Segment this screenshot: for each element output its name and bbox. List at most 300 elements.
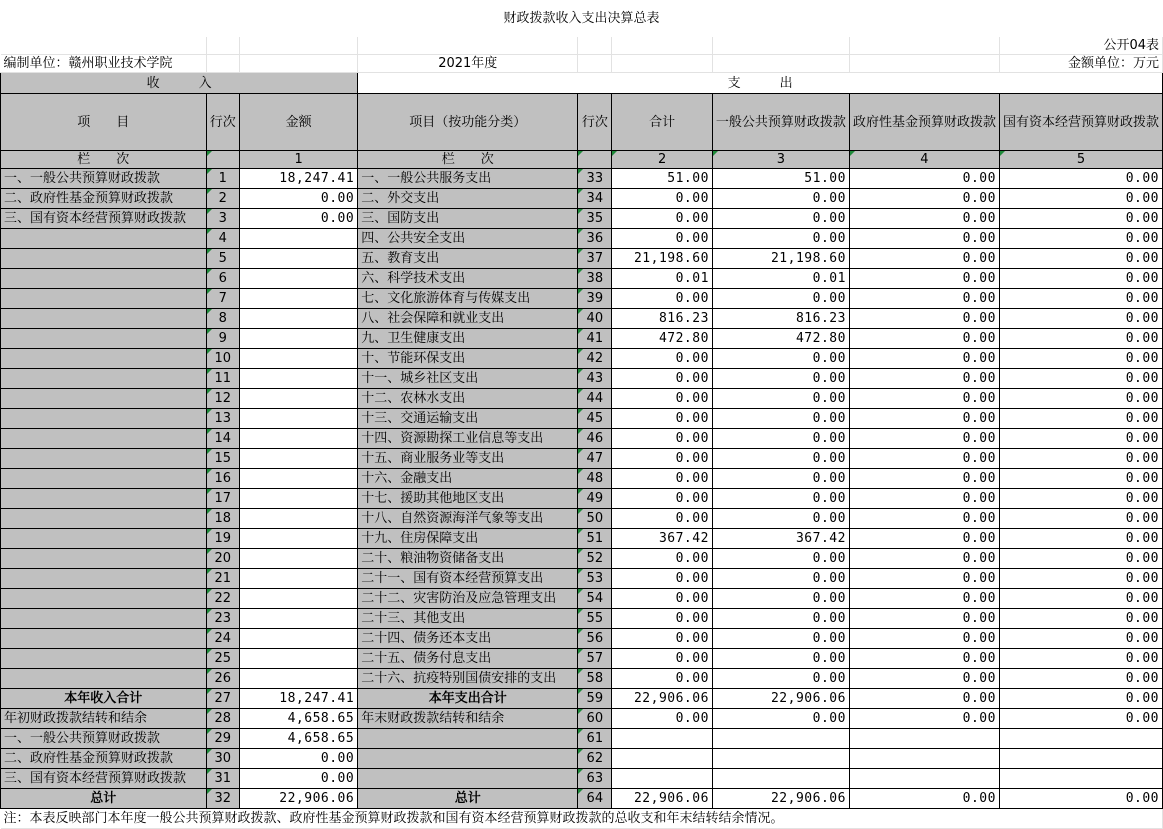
header-func-item: 项目（按功能分类） bbox=[358, 94, 578, 151]
expense-general: 0.00 bbox=[712, 369, 849, 389]
table-row bbox=[1, 309, 1163, 329]
expense-fund: 0.00 bbox=[849, 349, 999, 369]
expense-item: 二十五、债务付息支出 bbox=[358, 649, 578, 669]
column-index-5: 5 bbox=[999, 151, 1162, 169]
expense-row-no: 35 bbox=[578, 209, 612, 229]
income-row-no: 24 bbox=[206, 629, 240, 649]
expense-fund: 0.00 bbox=[849, 789, 999, 809]
expense-total: 0.00 bbox=[612, 429, 713, 449]
income-row-no: 26 bbox=[206, 669, 240, 689]
carry-sub-label: 三、国有资本经营预算财政拨款 bbox=[1, 769, 207, 789]
expense-general: 0.00 bbox=[712, 409, 849, 429]
expense-total: 0.00 bbox=[612, 389, 713, 409]
expense-total: 21,198.60 bbox=[612, 249, 713, 269]
row-no: 30 bbox=[206, 749, 240, 769]
expense-item: 九、卫生健康支出 bbox=[358, 329, 578, 349]
table-row bbox=[1, 209, 1163, 229]
expense-row-no: 48 bbox=[578, 469, 612, 489]
expense-state: 0.00 bbox=[999, 369, 1162, 389]
income-amount bbox=[240, 569, 358, 589]
expense-fund: 0.00 bbox=[849, 509, 999, 529]
income-amount bbox=[240, 269, 358, 289]
expense-general: 0.00 bbox=[712, 349, 849, 369]
income-row-no: 15 bbox=[206, 449, 240, 469]
carry-sub-row bbox=[1, 769, 1163, 789]
row-no: 31 bbox=[206, 769, 240, 789]
carry-sub-amount: 4,658.65 bbox=[240, 729, 358, 749]
footnote: 注：本表反映部门本年度一般公共预算财政拨款、政府性基金预算财政拨款和国有资本经营预算财政拨款的总收支和年末结转结余情况。 bbox=[1, 809, 1163, 829]
expense-row-no: 50 bbox=[578, 509, 612, 529]
expense-general: 0.00 bbox=[712, 489, 849, 509]
expense-general: 367.42 bbox=[712, 529, 849, 549]
income-item bbox=[1, 409, 207, 429]
expense-fund: 0.00 bbox=[849, 569, 999, 589]
expense-fund: 0.00 bbox=[849, 669, 999, 689]
expense-general: 21,198.60 bbox=[712, 249, 849, 269]
expense-total: 0.00 bbox=[612, 669, 713, 689]
expense-fund: 0.00 bbox=[849, 169, 999, 189]
row-no: 32 bbox=[206, 789, 240, 809]
column-index-label: 栏 次 bbox=[1, 151, 207, 169]
table-row bbox=[1, 169, 1163, 189]
expense-state: 0.00 bbox=[999, 649, 1162, 669]
expense-fund: 0.00 bbox=[849, 489, 999, 509]
income-row-no: 12 bbox=[206, 389, 240, 409]
income-item: 三、国有资本经营预算财政拨款 bbox=[1, 209, 207, 229]
year-expense-total-label: 本年支出合计 bbox=[358, 689, 578, 709]
expense-general: 0.00 bbox=[712, 709, 849, 729]
expense-row-no: 49 bbox=[578, 489, 612, 509]
expense-general: 0.00 bbox=[712, 669, 849, 689]
income-amount bbox=[240, 369, 358, 389]
income-amount bbox=[240, 349, 358, 369]
expense-item: 五、教育支出 bbox=[358, 249, 578, 269]
row-no: 62 bbox=[578, 749, 612, 769]
expense-total: 472.80 bbox=[612, 329, 713, 349]
expense-total: 816.23 bbox=[612, 309, 713, 329]
expense-general: 22,906.06 bbox=[712, 689, 849, 709]
expense-state: 0.00 bbox=[999, 169, 1162, 189]
income-row-no: 19 bbox=[206, 529, 240, 549]
expense-item: 二十三、其他支出 bbox=[358, 609, 578, 629]
expense-row-no: 34 bbox=[578, 189, 612, 209]
expense-total: 0.00 bbox=[612, 569, 713, 589]
table-row bbox=[1, 429, 1163, 449]
income-amount: 0.00 bbox=[240, 189, 358, 209]
expense-general: 0.00 bbox=[712, 209, 849, 229]
expense-fund: 0.00 bbox=[849, 209, 999, 229]
expense-state: 0.00 bbox=[999, 669, 1162, 689]
expense-total: 0.00 bbox=[612, 589, 713, 609]
income-amount bbox=[240, 629, 358, 649]
header-general-budget: 一般公共预算财政拨款 bbox=[712, 94, 849, 151]
income-item bbox=[1, 289, 207, 309]
expense-total: 0.00 bbox=[612, 409, 713, 429]
income-item bbox=[1, 349, 207, 369]
income-amount bbox=[240, 329, 358, 349]
expense-item: 十三、交通运输支出 bbox=[358, 409, 578, 429]
table-row bbox=[1, 629, 1163, 649]
expense-general: 0.00 bbox=[712, 549, 849, 569]
expense-total: 0.00 bbox=[612, 709, 713, 729]
row-no: 59 bbox=[578, 689, 612, 709]
income-row-no: 14 bbox=[206, 429, 240, 449]
table-row bbox=[1, 469, 1163, 489]
expense-item: 十、节能环保支出 bbox=[358, 349, 578, 369]
expense-general: 0.00 bbox=[712, 289, 849, 309]
expense-row-no: 37 bbox=[578, 249, 612, 269]
expense-fund: 0.00 bbox=[849, 449, 999, 469]
expense-state: 0.00 bbox=[999, 289, 1162, 309]
expense-general: 0.00 bbox=[712, 389, 849, 409]
table-row bbox=[1, 489, 1163, 509]
expense-general: 51.00 bbox=[712, 169, 849, 189]
income-row-no: 17 bbox=[206, 489, 240, 509]
income-item bbox=[1, 509, 207, 529]
expense-total: 0.00 bbox=[612, 449, 713, 469]
expense-state: 0.00 bbox=[999, 569, 1162, 589]
expense-item: 十九、住房保障支出 bbox=[358, 529, 578, 549]
expense-total: 0.00 bbox=[612, 649, 713, 669]
expense-fund: 0.00 bbox=[849, 189, 999, 209]
table-row bbox=[1, 569, 1163, 589]
table-row bbox=[1, 649, 1163, 669]
expense-item: 十一、城乡社区支出 bbox=[358, 369, 578, 389]
expense-item: 二十四、债务还本支出 bbox=[358, 629, 578, 649]
income-amount: 18,247.41 bbox=[240, 169, 358, 189]
income-row-no: 4 bbox=[206, 229, 240, 249]
expense-item: 二十一、国有资本经营预算支出 bbox=[358, 569, 578, 589]
carry-in-label: 年初财政拨款结转和结余 bbox=[1, 709, 207, 729]
header-item: 项 目 bbox=[1, 94, 207, 151]
income-amount: 0.00 bbox=[240, 209, 358, 229]
compiling-unit: 编制单位：赣州职业技术学院 bbox=[1, 55, 207, 73]
expense-total: 0.00 bbox=[612, 189, 713, 209]
expense-fund: 0.00 bbox=[849, 329, 999, 349]
expense-fund: 0.00 bbox=[849, 409, 999, 429]
row-no: 63 bbox=[578, 769, 612, 789]
expense-fund: 0.00 bbox=[849, 309, 999, 329]
income-row-no: 2 bbox=[206, 189, 240, 209]
carry-in-amount: 4,658.65 bbox=[240, 709, 358, 729]
expense-total: 0.00 bbox=[612, 469, 713, 489]
expense-fund: 0.00 bbox=[849, 249, 999, 269]
expense-item: 十二、农林水支出 bbox=[358, 389, 578, 409]
expense-item: 十六、金融支出 bbox=[358, 469, 578, 489]
table-row bbox=[1, 189, 1163, 209]
expense-state: 0.00 bbox=[999, 329, 1162, 349]
year-income-total-amount: 18,247.41 bbox=[240, 689, 358, 709]
header-row-no-2: 行次 bbox=[578, 94, 612, 151]
table-row bbox=[1, 229, 1163, 249]
expense-state: 0.00 bbox=[999, 469, 1162, 489]
column-index-4: 4 bbox=[849, 151, 999, 169]
income-item bbox=[1, 469, 207, 489]
expense-row-no: 46 bbox=[578, 429, 612, 449]
expense-row-no: 42 bbox=[578, 349, 612, 369]
expense-item: 十五、商业服务业等支出 bbox=[358, 449, 578, 469]
expense-section-header: 支 出 bbox=[358, 73, 1163, 94]
expense-fund: 0.00 bbox=[849, 269, 999, 289]
income-amount bbox=[240, 249, 358, 269]
income-item bbox=[1, 429, 207, 449]
expense-row-no: 40 bbox=[578, 309, 612, 329]
table-row bbox=[1, 509, 1163, 529]
expense-item: 六、科学技术支出 bbox=[358, 269, 578, 289]
income-amount bbox=[240, 509, 358, 529]
income-amount bbox=[240, 469, 358, 489]
income-row-no: 6 bbox=[206, 269, 240, 289]
expense-total: 0.00 bbox=[612, 369, 713, 389]
income-item bbox=[1, 569, 207, 589]
income-row-no: 7 bbox=[206, 289, 240, 309]
table-row bbox=[1, 249, 1163, 269]
income-amount bbox=[240, 529, 358, 549]
expense-row-no: 43 bbox=[578, 369, 612, 389]
expense-general: 0.00 bbox=[712, 229, 849, 249]
income-item bbox=[1, 489, 207, 509]
row-no: 60 bbox=[578, 709, 612, 729]
header-fund-budget: 政府性基金预算财政拨款 bbox=[849, 94, 999, 151]
expense-total: 0.00 bbox=[612, 549, 713, 569]
expense-item: 二十、粮油物资储备支出 bbox=[358, 549, 578, 569]
income-row-no: 8 bbox=[206, 309, 240, 329]
expense-general: 0.00 bbox=[712, 449, 849, 469]
expense-total: 0.00 bbox=[612, 609, 713, 629]
expense-row-no: 36 bbox=[578, 229, 612, 249]
row-no: 61 bbox=[578, 729, 612, 749]
expense-state: 0.00 bbox=[999, 589, 1162, 609]
income-row-no: 9 bbox=[206, 329, 240, 349]
income-section-header: 收 入 bbox=[1, 73, 358, 94]
expense-row-no: 58 bbox=[578, 669, 612, 689]
expense-fund: 0.00 bbox=[849, 649, 999, 669]
income-item: 二、政府性基金预算财政拨款 bbox=[1, 189, 207, 209]
carry-sub-row bbox=[1, 749, 1163, 769]
income-amount bbox=[240, 429, 358, 449]
year-income-total-label: 本年收入合计 bbox=[1, 689, 207, 709]
row-no: 64 bbox=[578, 789, 612, 809]
income-amount bbox=[240, 489, 358, 509]
income-amount bbox=[240, 589, 358, 609]
expense-state: 0.00 bbox=[999, 309, 1162, 329]
income-item bbox=[1, 369, 207, 389]
expense-total: 0.00 bbox=[612, 349, 713, 369]
expense-state: 0.00 bbox=[999, 429, 1162, 449]
expense-total: 0.00 bbox=[612, 209, 713, 229]
income-amount bbox=[240, 409, 358, 429]
column-index-label-2: 栏 次 bbox=[358, 151, 578, 169]
expense-row-no: 56 bbox=[578, 629, 612, 649]
grand-total-row bbox=[1, 789, 1163, 809]
expense-state: 0.00 bbox=[999, 489, 1162, 509]
expense-general: 0.00 bbox=[712, 609, 849, 629]
carry-sub-amount: 0.00 bbox=[240, 769, 358, 789]
expense-row-no: 38 bbox=[578, 269, 612, 289]
expense-fund: 0.00 bbox=[849, 389, 999, 409]
income-item bbox=[1, 449, 207, 469]
expense-general: 0.00 bbox=[712, 469, 849, 489]
income-row-no: 16 bbox=[206, 469, 240, 489]
carry-sub-label: 一、一般公共预算财政拨款 bbox=[1, 729, 207, 749]
income-amount bbox=[240, 229, 358, 249]
expense-general: 0.00 bbox=[712, 569, 849, 589]
expense-fund: 0.00 bbox=[849, 689, 999, 709]
expense-fund: 0.00 bbox=[849, 289, 999, 309]
expense-general: 472.80 bbox=[712, 329, 849, 349]
income-item bbox=[1, 229, 207, 249]
expense-state: 0.00 bbox=[999, 789, 1162, 809]
income-row-no: 13 bbox=[206, 409, 240, 429]
table-row bbox=[1, 389, 1163, 409]
table-row bbox=[1, 529, 1163, 549]
income-item bbox=[1, 609, 207, 629]
expense-item: 二、外交支出 bbox=[358, 189, 578, 209]
expense-row-no: 51 bbox=[578, 529, 612, 549]
expense-fund: 0.00 bbox=[849, 589, 999, 609]
expense-state: 0.00 bbox=[999, 189, 1162, 209]
expense-fund: 0.00 bbox=[849, 229, 999, 249]
expense-general: 0.00 bbox=[712, 509, 849, 529]
income-amount bbox=[240, 669, 358, 689]
expense-state: 0.00 bbox=[999, 609, 1162, 629]
income-amount bbox=[240, 609, 358, 629]
income-row-no: 23 bbox=[206, 609, 240, 629]
row-no: 29 bbox=[206, 729, 240, 749]
expense-fund: 0.00 bbox=[849, 529, 999, 549]
income-amount bbox=[240, 549, 358, 569]
expense-row-no: 45 bbox=[578, 409, 612, 429]
header-amount: 金额 bbox=[240, 94, 358, 151]
carry-sub-amount: 0.00 bbox=[240, 749, 358, 769]
expense-state: 0.00 bbox=[999, 529, 1162, 549]
expense-fund: 0.00 bbox=[849, 709, 999, 729]
expense-item: 八、社会保障和就业支出 bbox=[358, 309, 578, 329]
expense-general: 0.00 bbox=[712, 629, 849, 649]
expense-item: 十八、自然资源海洋气象等支出 bbox=[358, 509, 578, 529]
expense-row-no: 54 bbox=[578, 589, 612, 609]
table-row bbox=[1, 549, 1163, 569]
table-row bbox=[1, 669, 1163, 689]
expense-row-no: 47 bbox=[578, 449, 612, 469]
expense-fund: 0.00 bbox=[849, 549, 999, 569]
table-row bbox=[1, 589, 1163, 609]
table-row bbox=[1, 609, 1163, 629]
expense-state: 0.00 bbox=[999, 709, 1162, 729]
income-item bbox=[1, 669, 207, 689]
income-item bbox=[1, 309, 207, 329]
column-index-2: 2 bbox=[612, 151, 713, 169]
expense-total: 51.00 bbox=[612, 169, 713, 189]
expense-total: 367.42 bbox=[612, 529, 713, 549]
expense-state: 0.00 bbox=[999, 269, 1162, 289]
grand-total-in-label: 总计 bbox=[1, 789, 207, 809]
expense-state: 0.00 bbox=[999, 249, 1162, 269]
income-row-no: 3 bbox=[206, 209, 240, 229]
expense-state: 0.00 bbox=[999, 209, 1162, 229]
expense-row-no: 41 bbox=[578, 329, 612, 349]
expense-fund: 0.00 bbox=[849, 369, 999, 389]
expense-general: 22,906.06 bbox=[712, 789, 849, 809]
expense-row-no: 55 bbox=[578, 609, 612, 629]
carry-ex-label: 年末财政拨款结转和结余 bbox=[358, 709, 578, 729]
expense-general: 0.01 bbox=[712, 269, 849, 289]
expense-total: 22,906.06 bbox=[612, 689, 713, 709]
table-row bbox=[1, 329, 1163, 349]
income-row-no: 21 bbox=[206, 569, 240, 589]
expense-item: 二十六、抗疫特别国债安排的支出 bbox=[358, 669, 578, 689]
expense-state: 0.00 bbox=[999, 689, 1162, 709]
expense-total: 0.00 bbox=[612, 489, 713, 509]
income-amount bbox=[240, 449, 358, 469]
header-row-no: 行次 bbox=[206, 94, 240, 151]
header-total: 合计 bbox=[612, 94, 713, 151]
expense-total: 0.00 bbox=[612, 229, 713, 249]
expense-item: 一、一般公共服务支出 bbox=[358, 169, 578, 189]
income-row-no: 11 bbox=[206, 369, 240, 389]
expense-general: 0.00 bbox=[712, 189, 849, 209]
expense-state: 0.00 bbox=[999, 409, 1162, 429]
income-item bbox=[1, 629, 207, 649]
expense-total: 0.00 bbox=[612, 629, 713, 649]
grand-total-ex-label: 总计 bbox=[358, 789, 578, 809]
income-item bbox=[1, 549, 207, 569]
page-title: 财政拨款收入支出决算总表 bbox=[503, 11, 660, 26]
income-amount bbox=[240, 309, 358, 329]
expense-state: 0.00 bbox=[999, 549, 1162, 569]
column-index-3: 3 bbox=[712, 151, 849, 169]
income-row-no: 18 bbox=[206, 509, 240, 529]
expense-row-no: 52 bbox=[578, 549, 612, 569]
expense-total: 0.00 bbox=[612, 509, 713, 529]
income-item bbox=[1, 249, 207, 269]
income-item bbox=[1, 529, 207, 549]
fiscal-year: 2021年度 bbox=[358, 55, 578, 73]
expense-fund: 0.00 bbox=[849, 469, 999, 489]
table-row bbox=[1, 349, 1163, 369]
expense-general: 0.00 bbox=[712, 589, 849, 609]
form-code: 公开04表 bbox=[999, 37, 1162, 55]
table-row bbox=[1, 449, 1163, 469]
expense-total: 0.01 bbox=[612, 269, 713, 289]
expense-item: 十四、资源勘探工业信息等支出 bbox=[358, 429, 578, 449]
income-row-no: 10 bbox=[206, 349, 240, 369]
income-row-no: 25 bbox=[206, 649, 240, 669]
carry-sub-label: 二、政府性基金预算财政拨款 bbox=[1, 749, 207, 769]
income-item bbox=[1, 269, 207, 289]
row-no: 28 bbox=[206, 709, 240, 729]
income-item bbox=[1, 589, 207, 609]
expense-item: 二十二、灾害防治及应急管理支出 bbox=[358, 589, 578, 609]
expense-state: 0.00 bbox=[999, 349, 1162, 369]
expense-state: 0.00 bbox=[999, 509, 1162, 529]
expense-general: 0.00 bbox=[712, 429, 849, 449]
header-state-capital: 国有资本经营预算财政拨款 bbox=[999, 94, 1162, 151]
expense-row-no: 39 bbox=[578, 289, 612, 309]
income-item: 一、一般公共预算财政拨款 bbox=[1, 169, 207, 189]
table-row bbox=[1, 289, 1163, 309]
expense-item: 四、公共安全支出 bbox=[358, 229, 578, 249]
table-row bbox=[1, 269, 1163, 289]
income-row-no: 22 bbox=[206, 589, 240, 609]
expense-row-no: 53 bbox=[578, 569, 612, 589]
expense-total: 22,906.06 bbox=[612, 789, 713, 809]
expense-item: 七、文化旅游体育与传媒支出 bbox=[358, 289, 578, 309]
expense-general: 0.00 bbox=[712, 649, 849, 669]
expense-total: 0.00 bbox=[612, 289, 713, 309]
expense-state: 0.00 bbox=[999, 629, 1162, 649]
expense-row-no: 44 bbox=[578, 389, 612, 409]
